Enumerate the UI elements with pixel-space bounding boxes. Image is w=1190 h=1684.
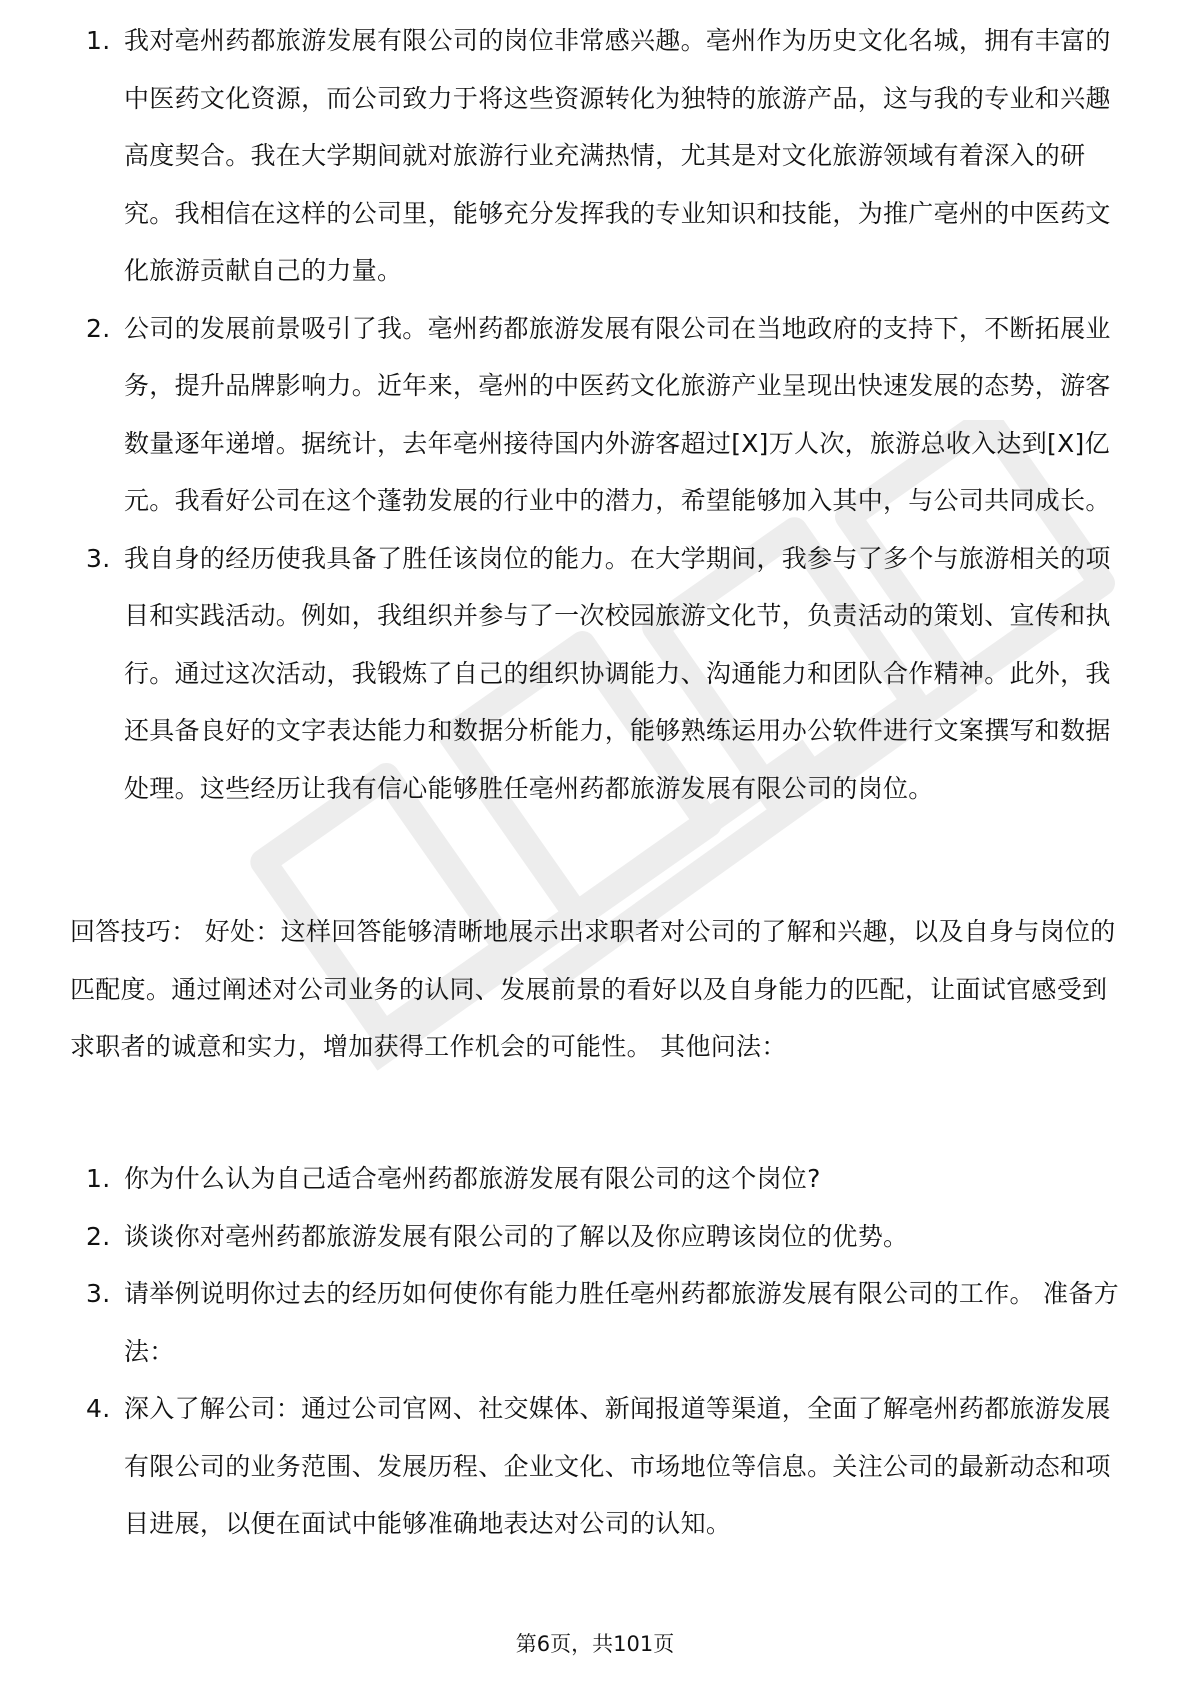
list-item xyxy=(86,12,1126,300)
list-item xyxy=(86,1265,1126,1380)
list-number: 1. xyxy=(86,26,111,55)
list-item xyxy=(86,300,1126,530)
answer-points-list xyxy=(86,12,1126,817)
list-number: 2. xyxy=(86,313,111,343)
list-item-text: 你为什么认为自己适合亳州药都旅游发展有限公司的这个岗位? xyxy=(124,1164,821,1193)
answer-tips-paragraph: 回答技巧： 好处：这样回答能够清晰地展示出求职者对公司的了解和兴趣，以及自身与岗位的匹配度。通过阐述对公司业务的认同、发展前景的看好以及自身能力的匹配，让面试官感受到求职者的诚意和实力，增加获得工作机会的可能性。 其他问法： xyxy=(70,917,1116,1061)
list-item xyxy=(86,530,1126,818)
list-item-text: 公司的发展前景吸引了我。亳州药都旅游发展有限公司在当地政府的支持下，不断拓展业务，提升品牌影响力。近年来，亳州的中医药文化旅游产业呈现出快速发展的态势，游客数量逐年递增。据统计，去年亳州接待国内外游客超过[X]万人次，旅游总收入达到[X]亿元。我看好公司在这个蓬勃发展的行业中的潜力，希望能够加入其中，与公司共同成长。 xyxy=(124,313,1111,515)
list-item-text: 请举例说明你过去的经历如何使你有能力胜任亳州药都旅游发展有限公司的工作。 准备方法： xyxy=(124,1279,1119,1366)
list-item-text: 我自身的经历使我具备了胜任该岗位的能力。在大学期间，我参与了多个与旅游相关的项目和实践活动。例如，我组织并参与了一次校园旅游文化节，负责活动的策划、宣传和执行。通过这次活动，我锻炼了自己的组织协调能力、沟通能力和团队合作精神。此外，我还具备良好的文字表达能力和数据分析能力，能够熟练运用办公软件进行文案撰写和数据处理。这些经历让我有信心能够胜任亳州药都旅游发展有限公司的岗位。 xyxy=(124,543,1111,803)
list-item-text: 我对亳州药都旅游发展有限公司的岗位非常感兴趣。亳州作为历史文化名城，拥有丰富的中医药文化资源，而公司致力于将这些资源转化为独特的旅游产品，这与我的专业和兴趣高度契合。我在大学期间就对旅游行业充满热情，尤其是对文化旅游领域有着深入的研究。我相信在这样的公司里，能够充分发挥我的专业知识和技能，为推广亳州的中医药文化旅游贡献自己的力量。 xyxy=(124,26,1111,285)
page-number-footer: 第6页，共101页 xyxy=(515,1632,675,1656)
list-item-text: 谈谈你对亳州药都旅游发展有限公司的了解以及你应聘该岗位的优势。 xyxy=(124,1221,909,1251)
list-number: 3. xyxy=(86,543,111,573)
list-item xyxy=(86,1380,1126,1553)
list-number: 4. xyxy=(86,1394,111,1423)
list-item-text: 深入了解公司：通过公司官网、社交媒体、新闻报道等渠道，全面了解亳州药都旅游发展有限公司的业务范围、发展历程、企业文化、市场地位等信息。关注公司的最新动态和项目进展，以便在面试中能够准确地表达对公司的认知。 xyxy=(124,1394,1111,1538)
list-number: 1. xyxy=(86,1164,111,1193)
other-questions-list xyxy=(86,1150,1126,1553)
list-item xyxy=(86,1150,1126,1208)
list-item xyxy=(86,1208,1126,1266)
list-number: 2. xyxy=(86,1221,111,1251)
list-number: 3. xyxy=(86,1279,111,1308)
